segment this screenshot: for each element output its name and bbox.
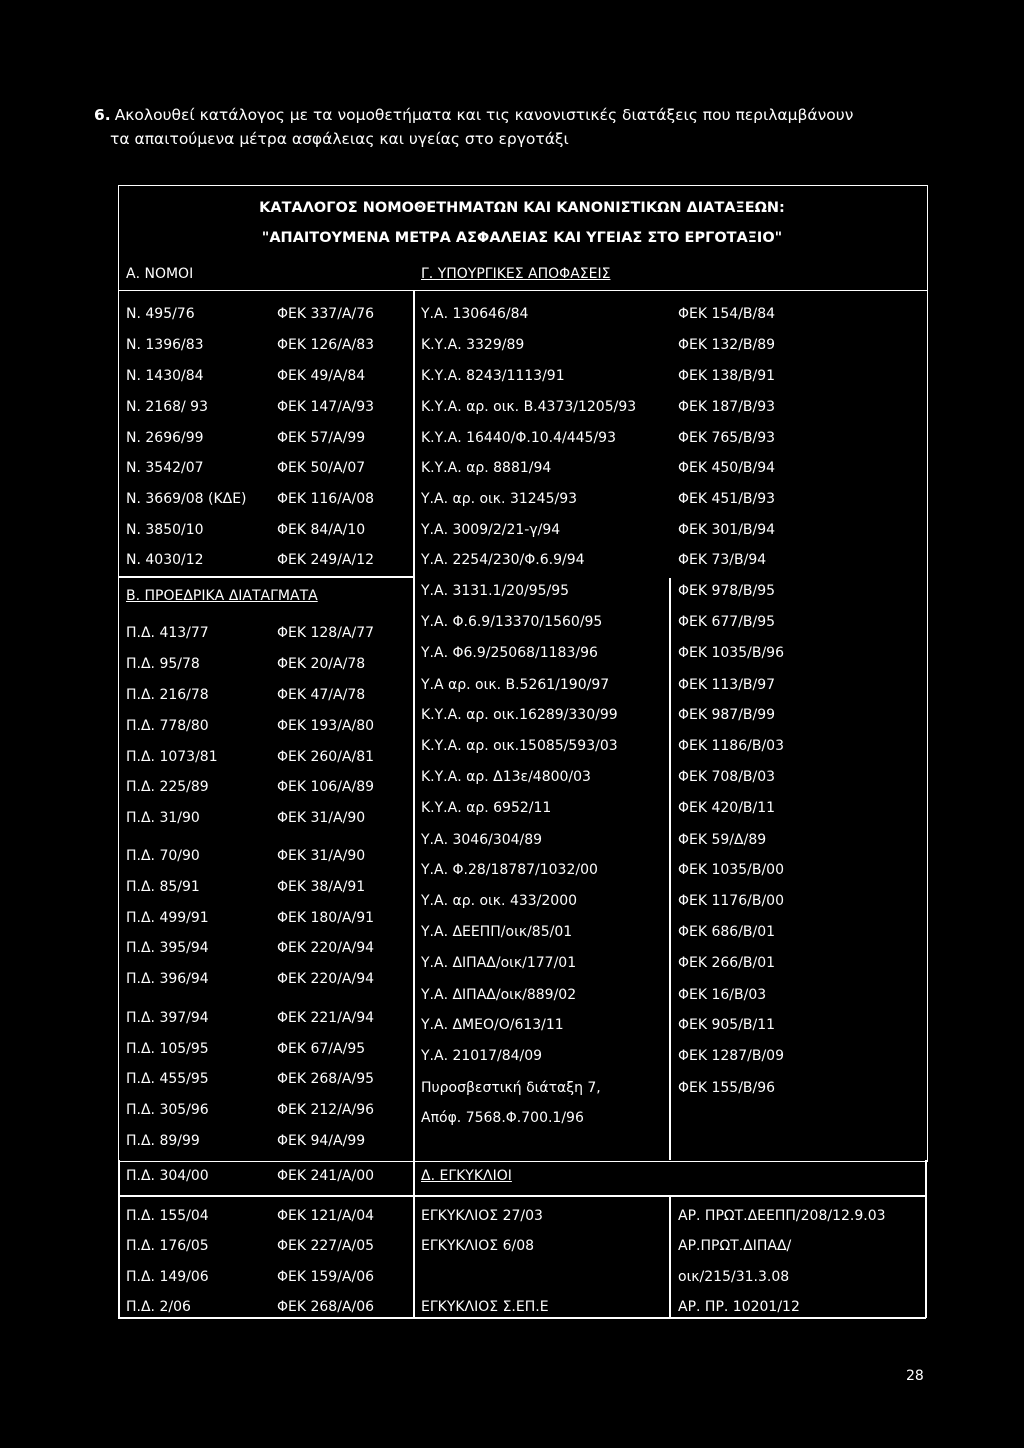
decree-gazette: ΦΕΚ 94/Α/99	[277, 1133, 366, 1149]
decree-gazette: ΦΕΚ 220/Α/94	[277, 940, 375, 956]
decision-number: Πυροσβεστική διάταξη 7,	[421, 1080, 601, 1096]
decree-gazette: ΦΕΚ 38/Α/91	[277, 879, 366, 895]
decision-gazette: ΦΕΚ 154/Β/84	[678, 306, 776, 322]
decree-number: Π.Δ. 216/78	[126, 687, 209, 703]
decision-number: Υ.Α. αρ. οικ. 31245/93	[421, 491, 578, 507]
decision-number: Υ.Α. αρ. οικ. 433/2000	[421, 893, 578, 909]
decree-gazette: ΦΕΚ 260/Α/81	[277, 749, 375, 765]
decree-gazette: ΦΕΚ 20/Α/78	[277, 656, 366, 672]
bottom-middle-border	[413, 1160, 415, 1318]
law-number: Ν. 495/76	[126, 306, 195, 322]
decision-number: Κ.Υ.Α. αρ. οικ.15085/593/03	[421, 738, 618, 754]
decree-number: Π.Δ. 105/95	[126, 1041, 209, 1057]
decree-gazette: ΦΕΚ 159/Α/06	[277, 1269, 375, 1285]
law-number: Ν. 4030/12	[126, 552, 204, 568]
decision-gazette: ΦΕΚ 73/Β/94	[678, 552, 767, 568]
decree-number: Π.Δ. 149/06	[126, 1269, 209, 1285]
decision-number: Υ.Α. Φ.28/18787/1032/00	[421, 862, 598, 878]
decision-number: Υ.Α. 3131.1/20/95/95	[421, 583, 570, 599]
decree-number: Π.Δ. 225/89	[126, 779, 209, 795]
page-number: 28	[906, 1368, 924, 1384]
decree-number: Π.Δ. 413/77	[126, 625, 209, 641]
decision-gazette: ΦΕΚ 677/Β/95	[678, 614, 776, 630]
law-gazette: ΦΕΚ 50/Α/07	[277, 460, 366, 476]
decision-gazette: ΦΕΚ 187/Β/93	[678, 399, 776, 415]
bottom-left-border	[118, 1160, 120, 1318]
decision-number: Υ.Α αρ. οικ. Β.5261/190/97	[421, 677, 610, 693]
decision-number: Κ.Υ.Α. αρ. Δ13ε/4800/03	[421, 769, 591, 785]
decree-gazette: ΦΕΚ 221/Α/94	[277, 1010, 375, 1026]
table-title-line-2: "ΑΠΑΙΤΟΥΜΕΝΑ ΜΕΤΡΑ ΑΣΦΑΛΕΙΑΣ ΚΑΙ ΥΓΕΙΑΣ ΣΤΟ ΕΡΓΟΤΑΞΙΟ"	[261, 230, 783, 246]
decision-gazette: ΦΕΚ 113/Β/97	[678, 677, 776, 693]
decree-number: Π.Δ. 778/80	[126, 718, 209, 734]
decision-gazette: ΦΕΚ 905/Β/11	[678, 1017, 776, 1033]
circular-name: ΕΓΚΥΚΛΙΟΣ 6/08	[421, 1238, 535, 1254]
decree-number: Π.Δ. 304/00	[126, 1168, 209, 1184]
law-number: Ν. 1430/84	[126, 368, 204, 384]
decision-number: Υ.Α. 3046/304/89	[421, 832, 543, 848]
decree-gazette: ΦΕΚ 180/Α/91	[277, 910, 375, 926]
decision-gazette: ΦΕΚ 266/Β/01	[678, 955, 776, 971]
decision-number: Κ.Υ.Α. αρ. οικ. Β.4373/1205/93	[421, 399, 637, 415]
decree-gazette: ΦΕΚ 227/Α/05	[277, 1238, 375, 1254]
bottom-border	[118, 1317, 926, 1319]
decision-number: Υ.Α. ΔΕΕΠΠ/οικ/85/01	[421, 924, 573, 940]
decree-number: Π.Δ. 70/90	[126, 848, 200, 864]
law-gazette: ΦΕΚ 84/Α/10	[277, 522, 366, 538]
law-gazette: ΦΕΚ 249/Α/12	[277, 552, 375, 568]
decision-gazette: ΦΕΚ 1035/Β/00	[678, 862, 784, 878]
decision-gazette: ΦΕΚ 708/Β/03	[678, 769, 776, 785]
decree-number: Π.Δ. 2/06	[126, 1299, 191, 1315]
circular-name: ΕΓΚΥΚΛΙΟΣ 27/03	[421, 1208, 543, 1224]
decree-gazette: ΦΕΚ 106/Α/89	[277, 779, 375, 795]
decision-number: Υ.Α. ΔΙΠΑΔ/οικ/889/02	[421, 987, 577, 1003]
decision-gazette: ΦΕΚ 451/Β/93	[678, 491, 776, 507]
circular-reference: ΑΡ. ΠΡΩΤ.ΔΕΕΠΠ/208/12.9.03	[678, 1208, 886, 1224]
decision-gazette: ΦΕΚ 686/Β/01	[678, 924, 776, 940]
decree-gazette: ΦΕΚ 31/Α/90	[277, 810, 366, 826]
decision-number: Υ.Α. Φ6.9/25068/1183/96	[421, 645, 598, 661]
decision-gazette: ΦΕΚ 1035/Β/96	[678, 645, 784, 661]
section-heading	[94, 103, 954, 151]
decision-number: Κ.Υ.Α. αρ. οικ.16289/330/99	[421, 707, 618, 723]
decree-gazette: ΦΕΚ 128/Α/77	[277, 625, 375, 641]
decision-number: Υ.Α. ΔΜΕΟ/Ο/613/11	[421, 1017, 564, 1033]
decision-number: Κ.Υ.Α. 16440/Φ.10.4/445/93	[421, 430, 616, 446]
decree-gazette: ΦΕΚ 268/Α/95	[277, 1071, 375, 1087]
decision-gazette: ΦΕΚ 132/Β/89	[678, 337, 776, 353]
section-c-heading: Γ. ΥΠΟΥΡΓΙΚΕΣ ΑΠΟΦΑΣΕΙΣ	[421, 266, 611, 282]
decision-number: Κ.Υ.Α. 3329/89	[421, 337, 525, 353]
decree-number: Π.Δ. 95/78	[126, 656, 200, 672]
decree-gazette: ΦΕΚ 241/Α/00	[277, 1168, 375, 1184]
section-d-heading: Δ. ΕΓΚΥΚΛΙΟΙ	[421, 1168, 512, 1184]
law-number: Ν. 1396/83	[126, 337, 204, 353]
decision-gazette: ΦΕΚ 987/Β/99	[678, 707, 776, 723]
section-b-rule	[118, 576, 414, 578]
decree-gazette: ΦΕΚ 220/Α/94	[277, 971, 375, 987]
column-divider-middle	[413, 290, 415, 1160]
column-divider-right	[669, 578, 671, 1160]
decree-gazette: ΦΕΚ 67/Α/95	[277, 1041, 366, 1057]
decision-number: Απόφ. 7568.Φ.700.1/96	[421, 1110, 584, 1126]
decision-number: Υ.Α. 130646/84	[421, 306, 529, 322]
table-title-line-1: ΚΑΤΑΛΟΓΟΣ ΝΟΜΟΘΕΤΗΜΑΤΩΝ ΚΑΙ ΚΑΝΟΝΙΣΤΙΚΩΝ ΔΙΑΤΑΞΕΩΝ:	[259, 200, 785, 216]
bottom-right-border	[925, 1160, 927, 1318]
decree-number: Π.Δ. 499/91	[126, 910, 209, 926]
decision-gazette: ΦΕΚ 155/Β/96	[678, 1080, 776, 1096]
circular-reference: ΑΡ.ΠΡΩΤ.ΔΙΠΑΔ/	[678, 1238, 792, 1254]
law-number: Ν. 3850/10	[126, 522, 204, 538]
decree-gazette: ΦΕΚ 31/Α/90	[277, 848, 366, 864]
decree-number: Π.Δ. 176/05	[126, 1238, 209, 1254]
decree-number: Π.Δ. 397/94	[126, 1010, 209, 1026]
decision-number: Υ.Α. Φ.6.9/13370/1560/95	[421, 614, 603, 630]
decision-gazette: ΦΕΚ 16/Β/03	[678, 987, 767, 1003]
decree-number: Π.Δ. 455/95	[126, 1071, 209, 1087]
decision-gazette: ΦΕΚ 1186/Β/03	[678, 738, 784, 754]
decision-gazette: ΦΕΚ 1176/Β/00	[678, 893, 784, 909]
decision-gazette: ΦΕΚ 765/Β/93	[678, 430, 776, 446]
circulars-rule	[118, 1195, 926, 1197]
law-gazette: ΦΕΚ 126/Α/83	[277, 337, 375, 353]
law-gazette: ΦΕΚ 49/Α/84	[277, 368, 366, 384]
law-number: Ν. 3542/07	[126, 460, 204, 476]
decree-number: Π.Δ. 31/90	[126, 810, 200, 826]
decree-number: Π.Δ. 89/99	[126, 1133, 200, 1149]
heading-line-1: Ακολουθεί κατάλογος με τα νομοθετήματα και τις κανονιστικές διατάξεις που περιλαμβάνουν	[114, 106, 854, 124]
decision-number: Κ.Υ.Α. αρ. 8881/94	[421, 460, 552, 476]
law-gazette: ΦΕΚ 337/Α/76	[277, 306, 375, 322]
decree-number: Π.Δ. 1073/81	[126, 749, 218, 765]
law-number: Ν. 3669/08 (ΚΔΕ)	[126, 491, 247, 507]
heading-number: 6.	[94, 106, 111, 124]
decree-gazette: ΦΕΚ 121/Α/04	[277, 1208, 375, 1224]
decision-gazette: ΦΕΚ 59/Δ/89	[678, 832, 767, 848]
decision-number: Υ.Α. 3009/2/21-γ/94	[421, 522, 561, 538]
law-gazette: ΦΕΚ 147/Α/93	[277, 399, 375, 415]
decree-number: Π.Δ. 85/91	[126, 879, 200, 895]
circular-reference: ΑΡ. ΠΡ. 10201/12	[678, 1299, 800, 1315]
section-b-heading: Β. ΠΡΟΕΔΡΙΚΑ ΔΙΑΤΑΓΜΑΤΑ	[126, 588, 318, 604]
decision-number: Υ.Α. 21017/84/09	[421, 1048, 543, 1064]
heading-line-2: τα απαιτούμενα μέτρα ασφάλειας και υγείας στο εργοτάξι	[110, 130, 569, 148]
decree-number: Π.Δ. 395/94	[126, 940, 209, 956]
decision-gazette: ΦΕΚ 450/Β/94	[678, 460, 776, 476]
decision-number: Κ.Υ.Α. αρ. 6952/11	[421, 800, 552, 816]
decision-gazette: ΦΕΚ 978/Β/95	[678, 583, 776, 599]
decree-number: Π.Δ. 396/94	[126, 971, 209, 987]
decision-number: Κ.Υ.Α. 8243/1113/91	[421, 368, 565, 384]
decree-gazette: ΦΕΚ 268/Α/06	[277, 1299, 375, 1315]
circular-reference: οικ/215/31.3.08	[678, 1269, 790, 1285]
decision-number: Υ.Α. 2254/230/Φ.6.9/94	[421, 552, 585, 568]
law-number: Ν. 2168/ 93	[126, 399, 208, 415]
decree-gazette: ΦΕΚ 47/Α/78	[277, 687, 366, 703]
section-a-heading: Α. ΝΟΜΟΙ	[126, 266, 194, 282]
bottom-right-inner-border	[669, 1195, 671, 1318]
decree-number: Π.Δ. 305/96	[126, 1102, 209, 1118]
decree-number: Π.Δ. 155/04	[126, 1208, 209, 1224]
decision-gazette: ΦΕΚ 420/Β/11	[678, 800, 776, 816]
decree-gazette: ΦΕΚ 193/Α/80	[277, 718, 375, 734]
circular-name: ΕΓΚΥΚΛΙΟΣ Σ.ΕΠ.Ε	[421, 1299, 549, 1315]
law-gazette: ΦΕΚ 116/Α/08	[277, 491, 375, 507]
decision-gazette: ΦΕΚ 138/Β/91	[678, 368, 776, 384]
decree-gazette: ΦΕΚ 212/Α/96	[277, 1102, 375, 1118]
decision-number: Υ.Α. ΔΙΠΑΔ/οικ/177/01	[421, 955, 577, 971]
decision-gazette: ΦΕΚ 1287/Β/09	[678, 1048, 784, 1064]
law-number: Ν. 2696/99	[126, 430, 204, 446]
law-gazette: ΦΕΚ 57/Α/99	[277, 430, 366, 446]
decision-gazette: ΦΕΚ 301/Β/94	[678, 522, 776, 538]
